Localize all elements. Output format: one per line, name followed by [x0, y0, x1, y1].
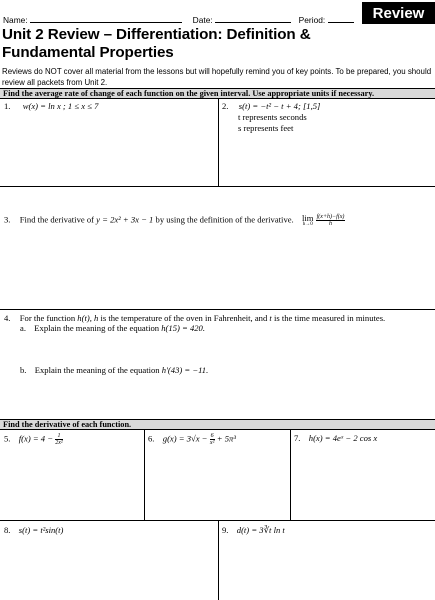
problem-1-number: 1.: [4, 101, 11, 111]
problem-5: [4, 433, 63, 446]
problem-6-number: 6.: [148, 433, 155, 444]
problem-9-number: 9.: [222, 525, 229, 535]
problem-3-expression: y = 2x² + 3x − 1: [96, 214, 154, 225]
problem-4-text-b: ,: [89, 313, 95, 323]
review-badge: Review: [362, 2, 435, 24]
problem-6-numerator: 6: [210, 433, 214, 439]
section2-divider-1: [144, 430, 145, 520]
name-label: Name:: [3, 15, 28, 25]
problem-4-text-c: is the temperature of the oven in Fahrenheit, and: [98, 313, 270, 323]
problem-7-expression: h(x) = 4eˣ − 2 cos x: [308, 433, 378, 443]
page-title: Unit 2 Review – Differentiation: Definition & Fundamental Properties: [2, 26, 311, 61]
problem-2-note-seconds: t represents seconds: [238, 112, 307, 122]
section1-column-divider: [218, 99, 219, 186]
problem-7: [294, 433, 377, 444]
problem-3-text-pre: Find the derivative of: [19, 214, 94, 225]
limit-word: lim: [302, 212, 314, 223]
problem-4-text-d: is the time measured in minutes.: [271, 313, 386, 323]
problem-4-var-h: h: [94, 313, 99, 323]
problem-6: [148, 433, 236, 446]
section-heading-derivatives: Find the derivative of each function.: [0, 419, 435, 430]
problem-5-numerator: 1: [55, 433, 62, 440]
problem-9: [222, 525, 285, 536]
problem-3: [4, 214, 345, 227]
problem-8-number: 8.: [4, 525, 11, 535]
problem-2-note-feet: s represents feet: [238, 123, 294, 133]
problem-6-lhs: g(x) = 3√x −: [162, 433, 208, 444]
problem-8: [4, 525, 63, 536]
problem-4-text-a: For the function: [19, 313, 76, 323]
problem-6-rhs: + 5π³: [216, 433, 236, 444]
section-heading-average-rate: Find the average rate of change of each function on the given interval. Use appropriate units if necessary.: [0, 88, 435, 99]
date-label: Date:: [192, 15, 213, 25]
problem-4-var-t: t: [269, 313, 272, 323]
problem-4a-label: a.: [20, 323, 26, 333]
problem-5-number: 5.: [4, 433, 11, 444]
problem-4b-text: Explain the meaning of the equation: [34, 365, 160, 375]
problem-4a-expression: h(15) = 420.: [161, 323, 205, 333]
name-blank[interactable]: [30, 14, 182, 23]
problem-2: [222, 101, 320, 112]
problem-1-expression: w(x) = ln x ; 1 ≤ x ≤ 7: [22, 101, 99, 111]
problem-6-denominator: x²: [209, 440, 215, 446]
difference-quotient-numerator: f(x+h)−f(x): [316, 214, 345, 220]
problem-4b-label: b.: [20, 365, 27, 375]
student-info-line: [3, 14, 354, 25]
difference-quotient-denominator: h: [329, 221, 333, 227]
problem-8-expression: s(t) = t²sin(t): [18, 525, 64, 535]
problem-5-denominator: 2x²: [55, 440, 63, 446]
problem-3-number: 3.: [4, 214, 11, 225]
divider-after-section1: [0, 186, 435, 187]
period-label: Period:: [298, 15, 326, 25]
problem-7-number: 7.: [294, 433, 301, 443]
divider-after-problem3: [0, 309, 435, 310]
problem-4a: [20, 323, 205, 334]
section2-divider-2: [290, 430, 291, 520]
problem-3-text-mid: by using the definition of the derivative.: [155, 214, 294, 225]
limit-notation: [302, 212, 314, 227]
problem-1: [4, 101, 98, 112]
section2-divider-3: [218, 520, 219, 600]
limit-subscript: h→0: [302, 221, 313, 227]
problem-6-fraction: [210, 433, 215, 446]
period-blank[interactable]: [328, 14, 354, 23]
problem-4-function: h(t): [77, 313, 90, 323]
problem-9-expression: d(t) = 3∛t ln t: [236, 525, 285, 535]
date-blank[interactable]: [215, 14, 291, 23]
problem-2-expression: s(t) = −t² − t + 4; [1,5]: [238, 101, 321, 111]
problem-5-lhs: f(x) = 4 −: [18, 433, 54, 444]
difference-quotient: [316, 214, 346, 227]
problem-4b-expression: h′(43) = −11.: [161, 365, 209, 375]
problem-4a-text: Explain the meaning of the equation: [34, 323, 160, 333]
intro-text: Reviews do NOT cover all material from the lessons but will hopefully remind you of key points. To be prepared, you should review all packets from Unit 2.: [2, 67, 432, 87]
problem-4-number: 4.: [4, 313, 11, 323]
problem-4b: [20, 365, 208, 376]
problem-2-number: 2.: [222, 101, 229, 111]
problem-5-fraction: [55, 433, 62, 446]
